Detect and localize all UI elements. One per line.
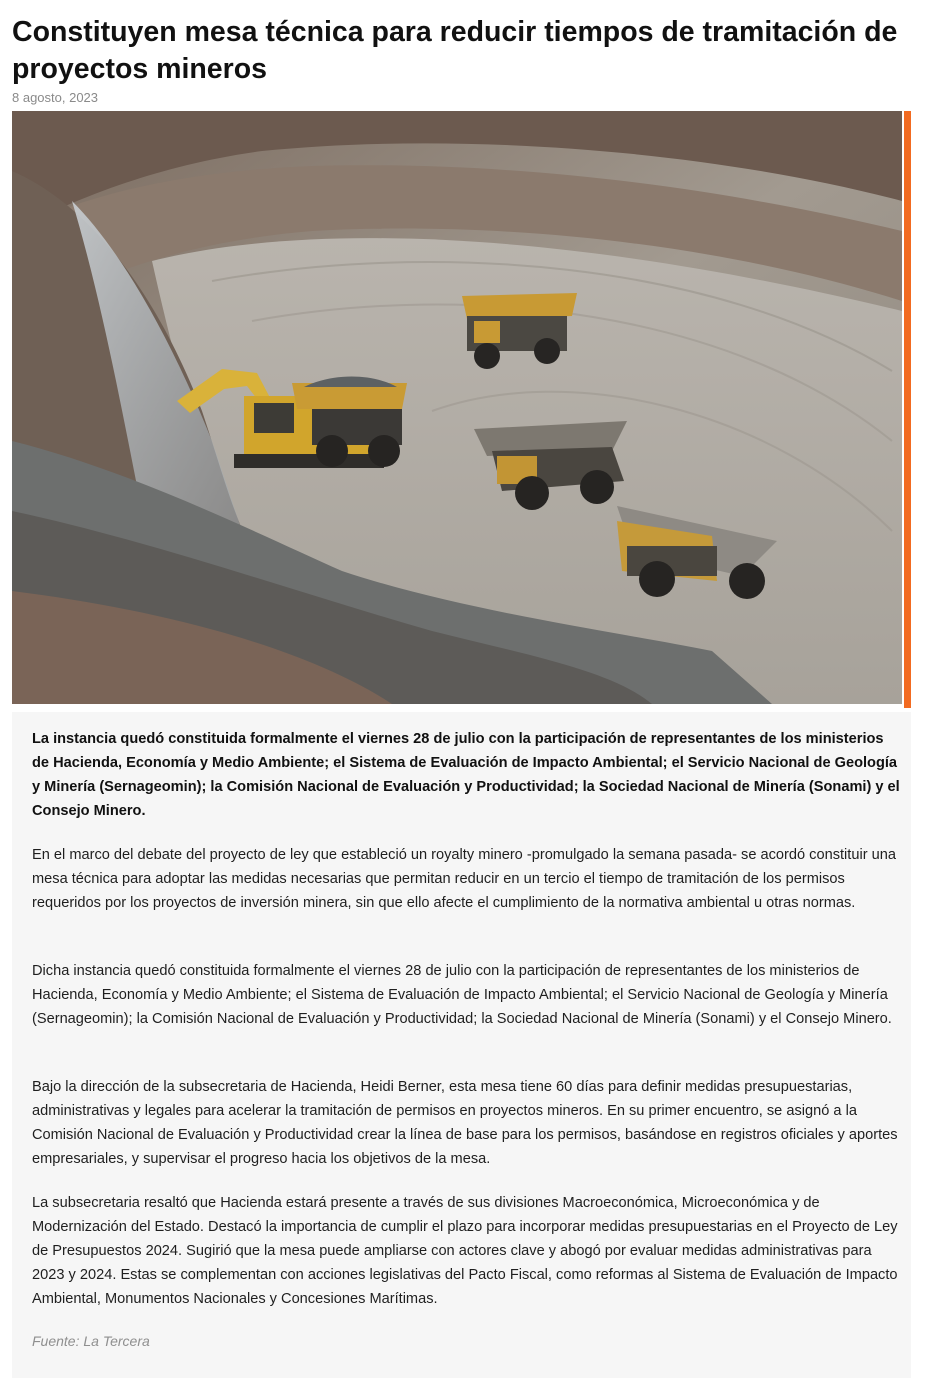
article-source: Fuente: La Tercera: [32, 1333, 150, 1349]
body-paragraph-3: Bajo la dirección de la subsecretaria de Hacienda, Heidi Berner, esta mesa tiene 60 días para definir medidas presupuestarias, administrativas y legales para acelerar la tramitación de permisos en proyectos mineros. En su primer encuentro, se asignó a la Comisión Nacional de Evaluación y Productividad crear la línea de base para los permisos, basándose en registros oficiales y aportes empresariales, y supervisar el progreso hacia los objetivos de la mesa.: [32, 1079, 898, 1167]
accent-bar: [904, 111, 911, 708]
body-paragraph-4: La subsecretaria resaltó que Hacienda estará presente a través de sus divisiones Macroeconómica, Microeconómica y de Modernización del Estado. Destacó la importancia de cumplir el plazo para incorporar medidas presupuestarias en el Proyecto de Ley de Presupuestos 2024. Sugirió que la mesa puede ampliarse con actores clave y abogó por evaluar medidas administrativas para 2023 y 2024. Estas se complementan con acciones legislativas del Pacto Fiscal, como reformas al Sistema de Evaluación de Impacto Ambiental, Monumentos Nacionales y Concesiones Marítimas.: [32, 1195, 898, 1307]
body-paragraph-1: En el marco del debate del proyecto de ley que estableció un royalty minero -promulgado la semana pasada- se acordó constituir una mesa técnica para adoptar las medidas necesarias que permitan reducir en un tercio el tiempo de tramitación de los permisos requeridos por los proyectos de inversión minera, sin que ello afecte el cumplimiento de la normativa ambiental u otras normas.: [32, 847, 896, 911]
lead-paragraph: La instancia quedó constituida formalmente el viernes 28 de julio con la participación de representantes de los ministerios de Hacienda, Economía y Medio Ambiente; el Sistema de Evaluación de Impacto Ambiental; el Servicio Nacional de Geología y Minería (Sernageomin); la Comisión Nacional de Evaluación y Productividad; la Sociedad Nacional de Minería (Sonami) y el Consejo Minero.: [32, 731, 900, 819]
article-title: Constituyen mesa técnica para reducir tiempos de tramitación de proyectos mineros: [12, 16, 898, 85]
article-date: 8 agosto, 2023: [12, 90, 99, 105]
article-image: [12, 111, 902, 704]
body-paragraph-2: Dicha instancia quedó constituida formalmente el viernes 28 de julio con la participación de representantes de los ministerios de Hacienda, Economía y Medio Ambiente; el Sistema de Evaluación de Impacto Ambiental; el Servicio Nacional de Geología y Minería (Sernageomin); la Comisión Nacional de Evaluación y Productividad; la Sociedad Nacional de Minería (Sonami) y el Consejo Minero.: [32, 963, 892, 1027]
mining-trucks-photo-icon: [12, 111, 902, 704]
